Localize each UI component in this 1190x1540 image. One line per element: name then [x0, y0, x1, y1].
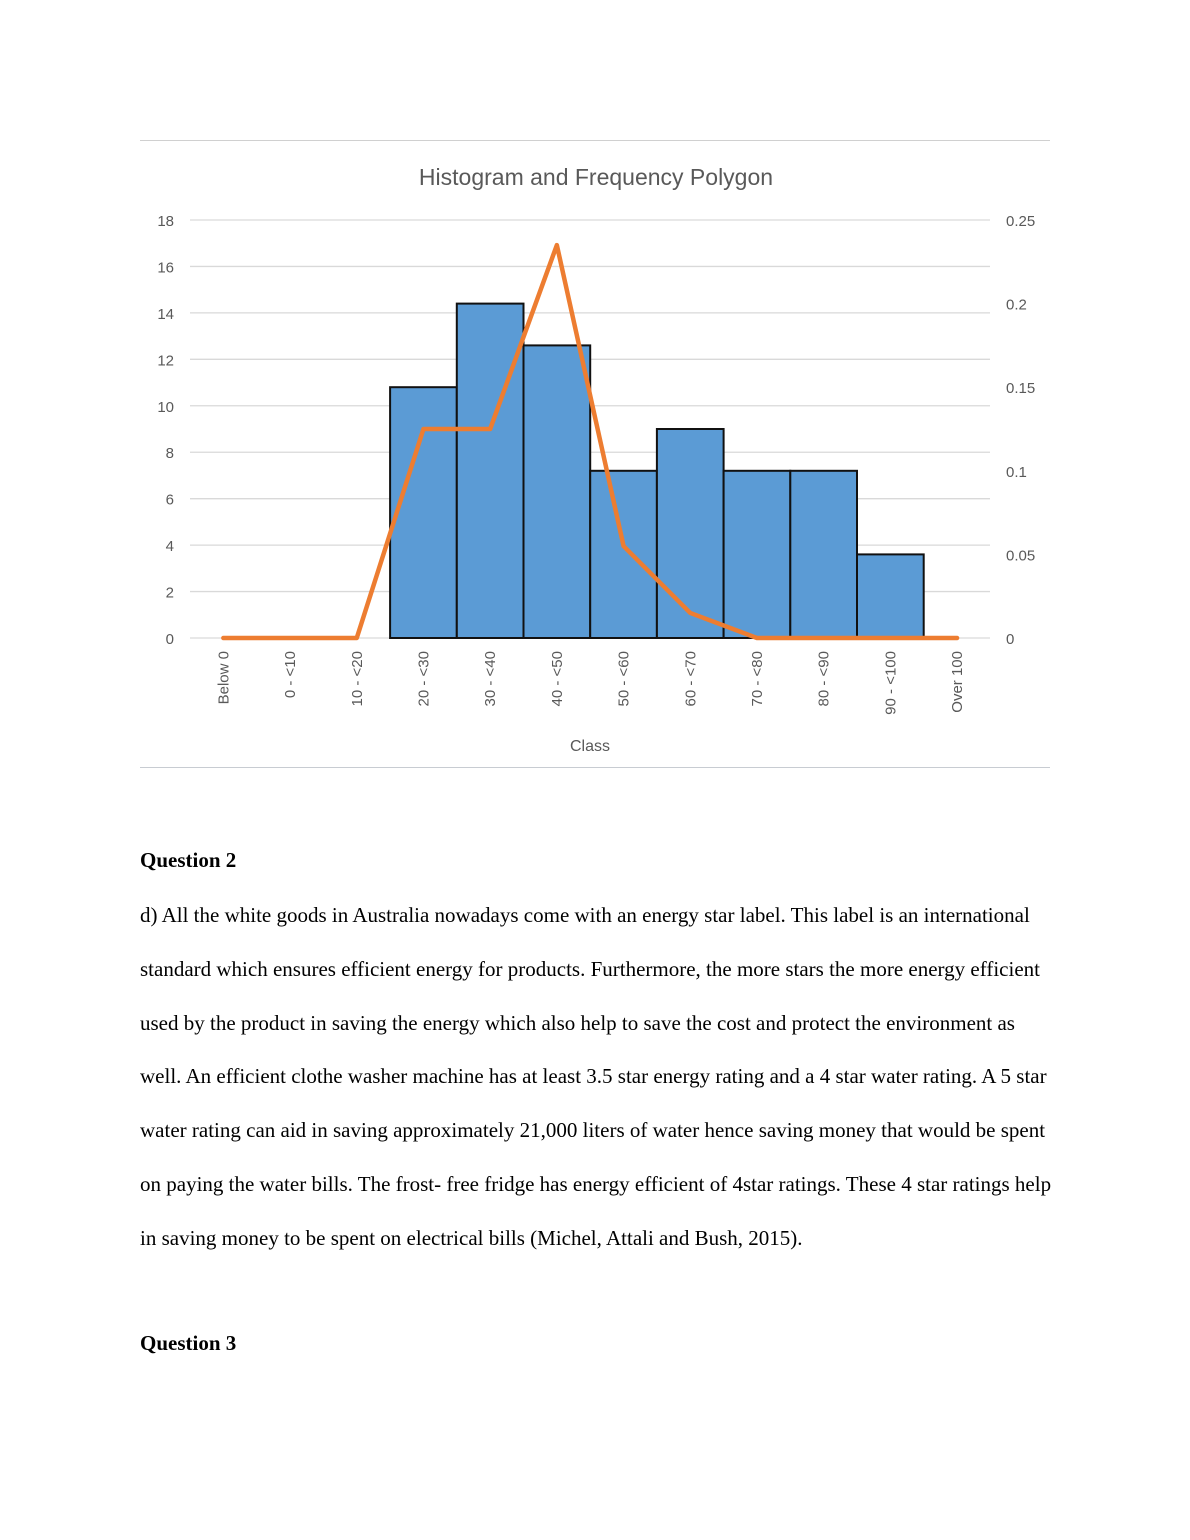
y-tick-label: 18: [157, 213, 174, 230]
x-tick-label: 0 - <10: [282, 651, 300, 699]
x-tick-label: 10 - <20: [348, 651, 366, 707]
question-3-heading: Question 3: [140, 1331, 237, 1355]
histogram-bar: [590, 471, 657, 638]
question-2-body: d) All the white goods in Australia nowadays come with an energy star label. This label is an international standard which ensures efficient energy for products. Furthermore, the more stars the more energy efficient used by the product in saving the energy which also help to save the cost and protect the environment as well. An efficient clothe washer machine has at least 3.5 star energy rating and a 4 star water rating. A 5 star water rating can aid in saving approximately 21,000 liters of water hence saving money that would be spent on paying the water bills. The frost- free fridge has energy efficient of 4star ratings. These 4 star ratings help in saving money to be spent on electrical bills (Michel, Attali and Bush, 2015).: [140, 903, 1052, 1250]
y-tick-label: 6: [165, 491, 174, 509]
y2-tick-label: 0.2: [1006, 296, 1027, 314]
y2-tick-label: 0.15: [1006, 380, 1036, 398]
histogram-bar: [857, 554, 924, 638]
x-tick-label: 60 - <70: [682, 651, 700, 707]
histogram-bar: [524, 345, 591, 638]
x-tick-label: 50 - <60: [615, 651, 633, 707]
histogram-bar: [657, 429, 724, 638]
y-tick-label: 8: [165, 445, 174, 463]
x-tick-label: 70 - <80: [748, 651, 766, 707]
x-tick-label: 30 - <40: [482, 651, 500, 707]
chart-title: Histogram and Frequency Polygon: [418, 164, 774, 190]
chart-canvas: [0, 1, 1190, 781]
y2-tick-label: 0: [1006, 631, 1015, 648]
y-tick-label: 10: [157, 398, 174, 416]
x-tick-label: 40 - <50: [548, 651, 566, 707]
y2-tick-label: 0.05: [1006, 547, 1036, 565]
y2-tick-label: 0.25: [1006, 213, 1036, 230]
y-tick-label: 14: [157, 305, 174, 323]
histogram-chart: [140, 140, 1050, 768]
y-tick-label: 2: [165, 584, 174, 602]
question-2-heading: Question 2: [140, 848, 237, 872]
y-tick-label: 12: [157, 352, 174, 370]
y-tick-label: 0: [165, 631, 174, 648]
y2-tick-label: 0.1: [1006, 463, 1027, 481]
x-tick-label: 80 - <90: [815, 651, 833, 707]
x-axis-label: Class: [569, 738, 611, 755]
histogram-bar: [790, 471, 857, 638]
histogram-bar: [724, 471, 791, 638]
y-tick-label: 4: [165, 538, 174, 556]
x-tick-label: 20 - <30: [415, 651, 433, 707]
histogram-bar: [390, 387, 457, 638]
y-tick-label: 16: [157, 259, 174, 277]
x-tick-label: Below 0: [215, 651, 233, 705]
histogram-bar: [457, 304, 524, 638]
x-tick-label: 90 - <100: [882, 651, 900, 715]
x-tick-label: Over 100: [949, 651, 967, 713]
